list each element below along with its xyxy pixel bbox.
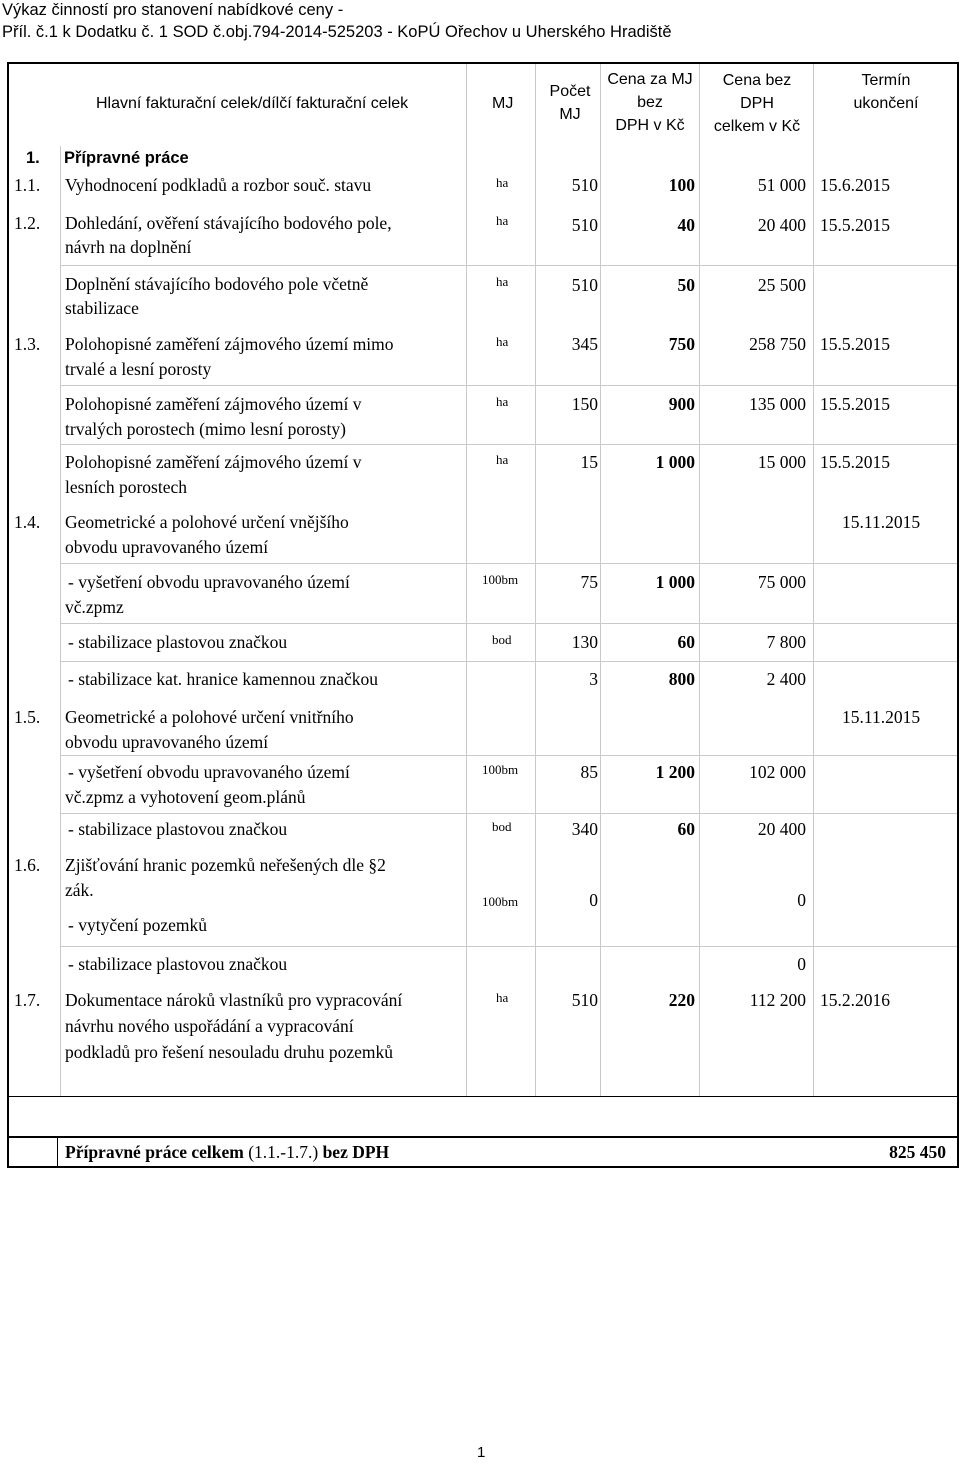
row-name-cont: návrh na doplnění [65,237,192,257]
summary-label: Přípravné práce celkem (1.1.-1.7.) bez DPH [65,1142,390,1162]
row-total: 112 200 [749,990,806,1010]
row-total: 258 750 [749,334,806,354]
grid-line [466,64,467,1096]
row-subitem: - vytyčení pozemků [68,915,207,935]
row-qty: 3 [589,669,598,689]
row-name-cont: vč.zpmz [65,597,124,617]
row-date: 15.11.2015 [842,512,921,532]
row-name-cont: trvalé a lesní porosty [65,359,212,379]
row-mj: bod [492,632,512,647]
row-total: 20 400 [757,819,806,839]
row-number: 1.3. [14,334,41,354]
row-date: 15.5.2015 [820,394,890,414]
header-mj: MJ [492,95,514,112]
row-name: Zjišťování hranic pozemků neřešených dle §2 [65,855,386,875]
row-date: 15.2.2016 [820,990,890,1010]
summary-total: 825 450 [889,1142,946,1162]
row-qty: 510 [571,275,598,295]
grid-line [7,62,959,64]
row-price: 100 [668,175,695,195]
row-name: - stabilizace plastovou značkou [68,954,288,974]
row-name: Polohopisné zaměření zájmového území mimo [65,334,394,354]
row-total: 0 [797,954,806,974]
row-mj: ha [496,334,509,349]
row-qty: 340 [571,819,598,839]
grid-line [57,1136,58,1166]
row-mj: ha [496,394,509,409]
header-name: Hlavní fakturační celek/dílčí fakturační celek [96,95,409,112]
row-name-cont: obvodu upravovaného území [65,537,269,557]
row-name: Dohledání, ověření stávajícího bodového pole, [65,213,392,233]
row-number: 1.6. [14,855,41,875]
row-name: Geometrické a polohové určení vnitřního [65,707,354,727]
grid-line [7,62,9,1168]
grid-line [60,623,957,624]
row-total: 135 000 [749,394,806,414]
row-mj: ha [496,274,509,289]
row-price: 60 [677,819,695,839]
row-name: - stabilizace plastovou značkou [68,819,288,839]
grid-line [60,265,957,266]
row-mj: ha [496,213,509,228]
row-price: 750 [668,334,695,354]
row-name: Dokumentace nároků vlastníků pro vypracování [65,990,403,1010]
header-cena-celkem: Cena bez DPH celkem v Kč [713,72,801,135]
row-qty: 510 [571,990,598,1010]
document-title-line-2: Příl. č.1 k Dodatku č. 1 SOD č.obj.794-2014-525203 - KoPÚ Ořechov u Uherského Hradiště [2,23,672,41]
row-name-cont: vč.zpmz a vyhotovení geom.plánů [65,787,306,807]
row-name-cont: podkladů pro řešení nesouladu druhu pozemků [65,1042,394,1062]
row-number: 1.1. [14,175,41,195]
grid-line [7,1136,959,1138]
row-number: 1.4. [14,512,41,532]
row-name-cont: trvalých porostech (mimo lesní porosty) [65,419,346,439]
row-name: Doplnění stávajícího bodového pole včetně [65,274,369,294]
row-mj: 100bm [482,894,519,909]
row-qty: 130 [571,632,598,652]
row-price: 220 [668,990,695,1010]
row-total: 51 000 [757,175,806,195]
document-title-line-1: Výkaz činností pro stanovení nabídkové ceny - [2,1,344,19]
row-name-cont: stabilizace [65,298,139,318]
row-name: Polohopisné zaměření zájmového území v [65,452,362,472]
row-qty: 15 [580,452,598,472]
header-cena-mj: Cena za MJ bez DPH v Kč [607,71,693,134]
grid-line [60,661,957,662]
row-total: 0 [797,890,806,910]
row-qty: 150 [571,394,598,414]
grid-line [957,62,959,1168]
row-name: Vyhodnocení podkladů a rozbor souč. stavu [65,175,372,195]
row-name: - vyšetření obvodu upravovaného území [68,572,350,592]
row-name: Polohopisné zaměření zájmového území v [65,394,362,414]
row-name-cont: návrhu nového uspořádání a vypracování [65,1016,354,1036]
row-total: 7 800 [766,632,806,652]
row-total: 2 400 [766,669,806,689]
row-name-cont: obvodu upravovaného území [65,732,269,752]
row-number: 1.2. [14,213,41,233]
row-date: 15.11.2015 [842,707,921,727]
row-mj: 100bm [482,572,519,587]
row-qty: 510 [571,175,598,195]
row-name: - vyšetření obvodu upravovaného území [68,762,350,782]
grid-line [813,64,814,1096]
row-qty: 510 [571,215,598,235]
grid-line [60,563,957,564]
row-price: 800 [668,669,695,689]
row-mj: ha [496,175,509,190]
row-mj: ha [496,990,509,1005]
row-price: 1 000 [655,452,695,472]
row-total: 25 500 [757,275,806,295]
row-price: 50 [677,275,695,295]
row-name: Geometrické a polohové určení vnějšího [65,512,349,532]
row-price: 1 000 [655,572,695,592]
row-name-cont: lesních porostech [65,477,187,497]
row-price: 40 [677,215,695,235]
row-mj: 100bm [482,762,519,777]
row-date: 15.5.2015 [820,334,890,354]
header-termin: Termín ukončení [853,72,919,112]
row-total: 15 000 [757,452,806,472]
row-total: 75 000 [757,572,806,592]
header-pocet: Počet MJ [549,83,591,123]
page-number: 1 [477,1444,486,1461]
row-qty: 345 [571,334,598,354]
grid-line [7,1096,959,1097]
section-title: Přípravné práce [64,149,189,167]
row-date: 15.5.2015 [820,215,890,235]
row-mj: bod [492,819,512,834]
row-qty: 75 [580,572,598,592]
row-qty: 0 [589,890,598,910]
row-price: 1 200 [655,762,695,782]
section-number: 1. [26,149,40,167]
grid-line [7,1166,959,1168]
grid-line [60,755,957,756]
row-price: 60 [677,632,695,652]
row-name-cont: zák. [65,880,94,900]
row-name: - stabilizace plastovou značkou [68,632,288,652]
grid-line [60,444,957,445]
grid-line [60,946,957,947]
row-total: 20 400 [757,215,806,235]
row-mj: ha [496,452,509,467]
row-qty: 85 [580,762,598,782]
grid-line [60,813,957,814]
row-number: 1.5. [14,707,41,727]
row-name: - stabilizace kat. hranice kamennou značkou [68,669,378,689]
row-date: 15.5.2015 [820,452,890,472]
row-number: 1.7. [14,990,41,1010]
row-total: 102 000 [749,762,806,782]
row-price: 900 [668,394,695,414]
grid-line [60,146,61,1096]
grid-line [60,385,957,386]
row-date: 15.6.2015 [820,175,890,195]
